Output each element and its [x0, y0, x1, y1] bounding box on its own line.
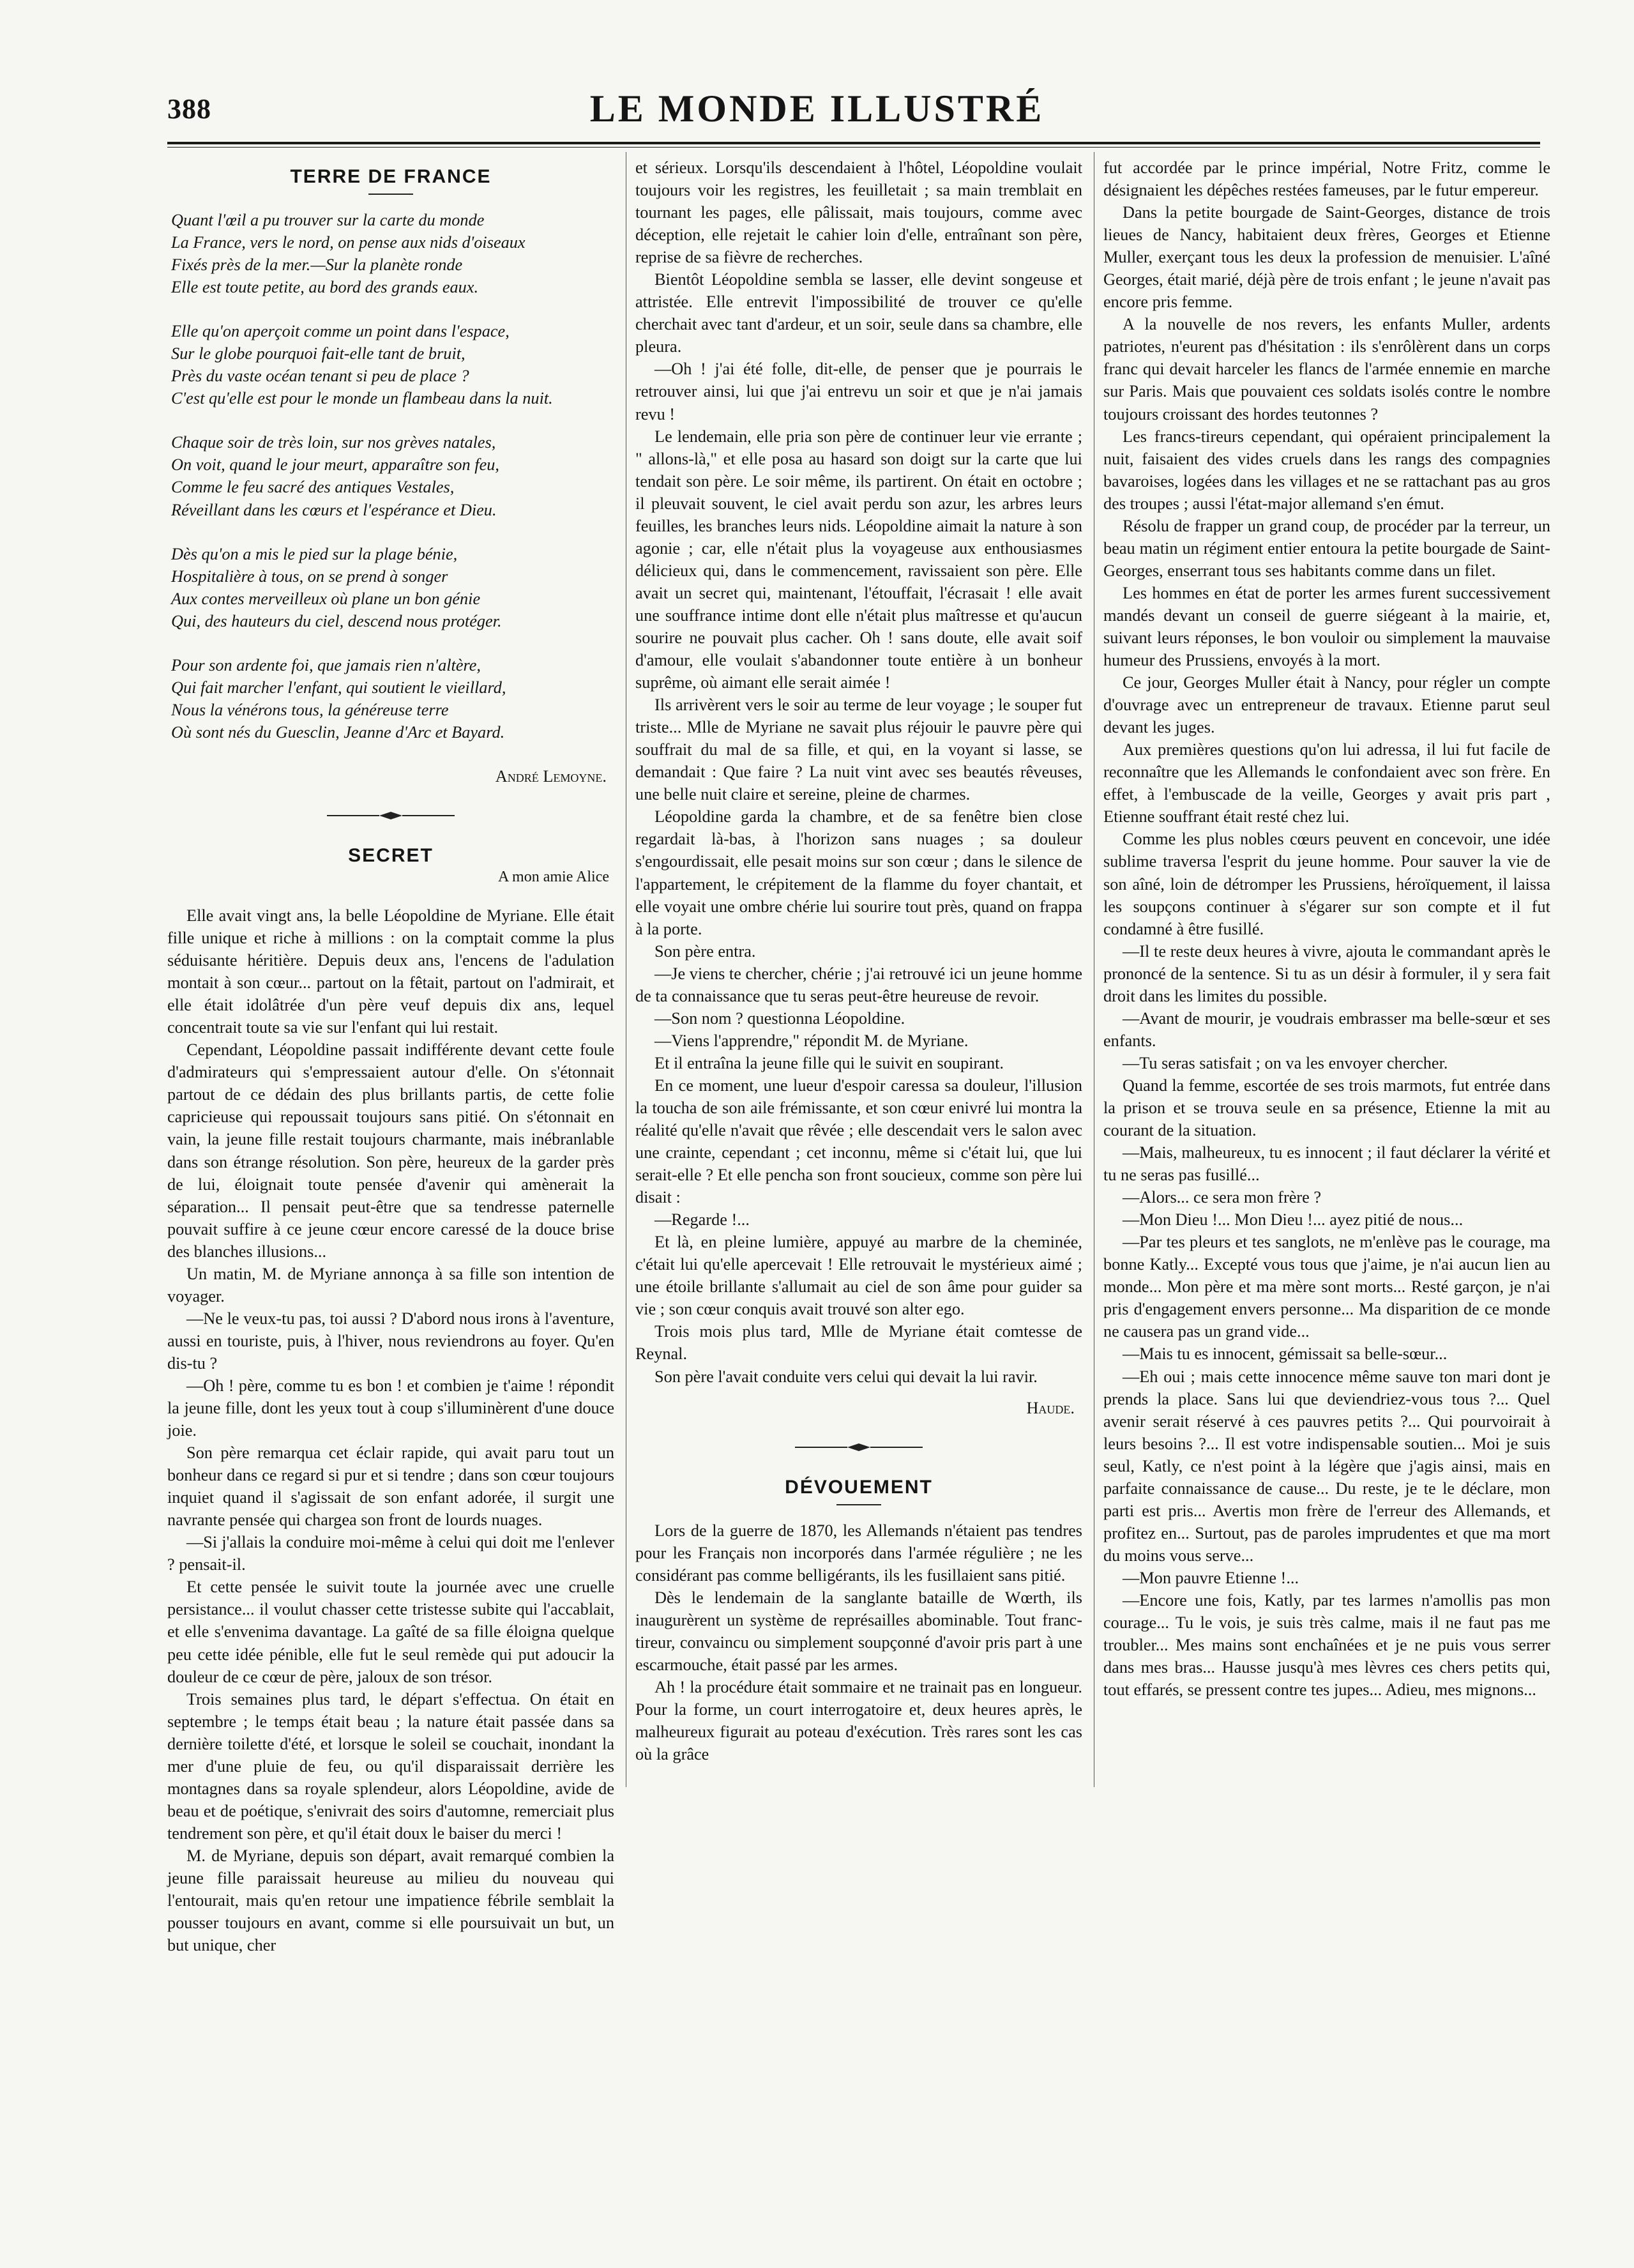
paragraph: Ce jour, Georges Muller était à Nancy, pour régler un compte d'ouvrage avec un entrepreneur de travaux. Etienne parut seul devant les juges.: [1103, 673, 1550, 737]
header-rule-thin: [167, 147, 1540, 148]
paragraph: —Tu seras satisfait ; on va les envoyer chercher.: [1123, 1053, 1448, 1072]
paragraph: Léopoldine garda la chambre, et de sa fenêtre bien close regardait là-bas, à l'horizon sans nuages ; sa douleur s'engourdissait, elle pesait moins sur son cœur ; dans le silence de l'appartement, le crépitement de la flamme du foyer chantait, et elle voyait une ombre chérie lui sourire tout près, quand on frappa à la porte.: [635, 807, 1082, 938]
paragraph: Trois semaines plus tard, le départ s'effectua. On était en septembre ; le temps était beau ; la nature était passée dans sa dernière toilette d'été, et lorsque le soleil se couchait, inondant la mer d'une pluie de feu, ou qu'il disparaissait derrière les montagnes dans sa royale splendeur, alors Léopoldine, avide de beau et de poétique, s'enivrait des soirs d'automne, remerciait plus tendrement son père, et qu'il était doux le baiser du merci !: [167, 1689, 614, 1843]
masthead-title: LE MONDE ILLUSTRÉ: [589, 88, 1045, 130]
fleuron-ornament: [635, 1436, 1082, 1458]
story-text: [167, 904, 614, 1956]
paragraph: Le lendemain, elle pria son père de continuer leur vie errante ; " allons-là," et elle posa au hasard son doigt sur la carte que lui tendait son père. Le soir même, ils partirent. On était en octobre ; il pleuvait souvent, le ciel avait perdu son azur, les arbres leurs feuilles, les branches leurs nids. Léopoldine aimait la nature à son agonie ; car, elle n'était plus la voyageuse aux enthousiasmes délicieux qui, dans le commencement, ravissaient son père. Elle avait un secret qui, maintenant, l'étouffait, l'écrasait ! elle avait une souffrance intime dont elle n'était plus maîtresse et qu'aucun sourire ne pouvait plus cacher. Oh ! sans doute, elle avait soif d'amour, elle voulait s'abandonner toute entière à un bonheur suprême, où aimant elle serait aimée !: [635, 427, 1082, 692]
paragraph: —Oh ! j'ai été folle, dit-elle, de penser que je pourrais le retrouver ainsi, lui que j'ai entrevu un soir et que je n'ai jamais revu !: [635, 360, 1082, 423]
paragraph: Trois mois plus tard, Mlle de Myriane était comtesse de Reynal.: [635, 1322, 1082, 1364]
paragraph: —Avant de mourir, je voudrais embrasser ma belle-sœur et ses enfants.: [1103, 1008, 1550, 1050]
paragraph: Elle avait vingt ans, la belle Léopoldine de Myriane. Elle était fille unique et riche à millions : on la comptait comme la plus séduisante héritière. Depuis deux ans, l'encens de l'adulation montait à son cœur... partout on la fêtait, partout on l'admirait, et elle était idolâtrée d'un père veuf depuis dix ans, lequel concentrait toute sa vie sur l'enfant qui lui restait.: [167, 906, 614, 1037]
poem-line: Comme le feu sacré des antiques Vestales,: [171, 478, 455, 497]
paragraph: Et il entraîna la jeune fille qui le suivit en soupirant.: [654, 1053, 1004, 1072]
paragraph: fut accordée par le prince impérial, Notre Fritz, comme le désignaient les dépêches restées fameuses, par le futur empereur.: [1103, 158, 1550, 200]
story-title-devouement: DÉVOUEMENT: [785, 1476, 933, 1498]
paragraph: Et là, en pleine lumière, appuyé au marbre de la cheminée, c'était lui qu'elle apercevait ! Elle retrouvait le mystérieux aimé ; une étoile brillante s'allumait au ciel de son âme pour guider sa vie ; son cœur conquis avait trouvé son alter ego.: [635, 1233, 1082, 1319]
poem-line: Chaque soir de très loin, sur nos grèves natales,: [171, 433, 496, 452]
page-number: 388: [167, 93, 211, 125]
header-rule-thick: [167, 142, 1540, 144]
paragraph: —Viens l'apprendre," répondit M. de Myriane.: [654, 1031, 969, 1050]
paragraph: —Il te reste deux heures à vivre, ajouta le commandant après le prononcé de la sentence. Si tu as un désir à formuler, il y sera fait droit dans les limites du possible.: [1103, 941, 1550, 1005]
paragraph: Lors de la guerre de 1870, les Allemands n'étaient pas tendres pour les Français non incorporés dans l'armée régulière ; ne les considérant pas comme belligérants, ils les fusillaient sans pitié.: [635, 1521, 1082, 1585]
paragraph: Comme les plus nobles cœurs peuvent en concevoir, une idée sublime traversa l'esprit du jeune homme. Pour sauver la vie de son aîné, loin de détromper les Prussiens, héroïquement, il laissa les soupçons continuer à s'égarer sur son compte et il fut condamné à être fusillé.: [1103, 830, 1550, 938]
story-title-secret: SECRET: [348, 845, 434, 867]
paragraph: —Ne le veux-tu pas, toi aussi ? D'abord nous irons à l'aventure, aussi en touriste, puis, à l'hiver, nous reviendrons au foyer. Qu'en dis-tu ?: [167, 1309, 614, 1373]
paragraph: Quand la femme, escortée de ses trois marmots, fut entrée dans la prison et se trouva seule en sa présence, Etienne la mit au courant de la situation.: [1103, 1076, 1550, 1140]
poem-line: Fixés près de la mer.—Sur la planète ronde: [171, 255, 463, 275]
paragraph: —Son nom ? questionna Léopoldine.: [654, 1008, 905, 1028]
poem-line: Réveillant dans les cœurs et l'espérance et Dieu.: [171, 500, 497, 519]
poem-line: Près du vaste océan tenant si peu de place ?: [171, 367, 469, 386]
poem-stanza: [171, 320, 614, 409]
poem-line: Pour son ardente foi, que jamais rien n'altère,: [171, 655, 481, 674]
column-3: [1103, 156, 1550, 1701]
poem-title: TERRE DE FRANCE: [290, 166, 492, 187]
paragraph: Cependant, Léopoldine passait indifférente devant cette foule d'admirateurs qui s'empressaient autour d'elle. On s'étonnait partout de ce dédain des plus brillants partis, de cette folie capricieuse qui repoussait toujours sans pitié. On s'étonnait en vain, la jeune fille restait toujours charmante, mais inébranlable dans son étrange résolution. Son père, heureux de la garder près de lui, éloignait toute pensée d'avenir qui amènerait la séparation... Il pensait peut-être que sa tendresse paternelle pouvait suffire à ce jeune cœur encore caressé de la douce brise des blanches illusions...: [167, 1040, 614, 1261]
paragraph: Un matin, M. de Myriane annonça à sa fille son intention de voyager.: [167, 1264, 614, 1305]
paragraph: —Regarde !...: [654, 1210, 750, 1229]
poem-line: Aux contes merveilleux où plane un bon génie: [171, 589, 481, 608]
poem-line: La France, vers le nord, on pense aux nids d'oiseaux: [171, 233, 526, 252]
paragraph: —Mon pauvre Etienne !...: [1123, 1568, 1299, 1587]
title-rule: [368, 194, 413, 195]
paragraph: Ah ! la procédure était sommaire et ne trainait pas en longueur. Pour la forme, un court interrogatoire et, deux heures après, le malheureux figurait au poteau d'exécution. Très rares sont les cas où la grâce: [635, 1677, 1082, 1764]
poem-line: Elle qu'on aperçoit comme un point dans l'espace,: [171, 322, 510, 341]
poem-line: Qui fait marcher l'enfant, qui soutient le vieillard,: [171, 678, 506, 697]
paragraph: —Mon Dieu !... Mon Dieu !... ayez pitié de nous...: [1123, 1210, 1464, 1229]
poem-line: Nous la vénérons tous, la généreuse terre: [171, 700, 449, 719]
poem-line: Sur le globe pourquoi fait-elle tant de bruit,: [171, 344, 465, 363]
poem-stanza: [171, 654, 614, 743]
poem-line: Qui, des hauteurs du ciel, descend nous protéger.: [171, 611, 502, 630]
paragraph: —Si j'allais la conduire moi-même à celui qui doit me l'enlever ? pensait-il.: [167, 1533, 614, 1574]
poem-stanza: [171, 209, 614, 298]
paragraph: Résolu de frapper un grand coup, de procéder par la terreur, un beau matin un régiment entier entoura la petite bourgade de Saint-Georges, enserrant tous ses habitants comme dans un filet.: [1103, 516, 1550, 580]
poem-line: C'est qu'elle est pour le monde un flambeau dans la nuit.: [171, 389, 553, 408]
paragraph: Son père l'avait conduite vers celui qui devait la lui ravir.: [654, 1367, 1038, 1386]
paragraph: M. de Myriane, depuis son départ, avait remarqué combien la jeune fille paraissait heureuse au milieu du nouveau qui l'entourait, mais qu'en retour une impatience fébrile semblait la pousser toujours en avant, comme si elle poursuivait un but, un but unique, cher: [167, 1846, 614, 1955]
story-dedication: A mon amie Alice: [498, 869, 609, 885]
column-1: [167, 156, 614, 1956]
poem-line: Quant l'œil a pu trouver sur la carte du monde: [171, 210, 485, 229]
poem-line: Où sont nés du Guesclin, Jeanne d'Arc et Bayard.: [171, 722, 505, 742]
paragraph: —Encore une fois, Katly, par tes larmes n'amollis pas mon courage... Tu le vois, je suis très calme, mais il ne faut pas me troubler... Mes mains sont enchaînées et je ne puis vous serrer dans mes bras... Hausse jusqu'à mes lèvres ces chers petits qui, tout effarés, se pressent contre tes jupes... Adieu, mes mignons...: [1103, 1591, 1550, 1700]
poem-body: [167, 209, 614, 743]
poem-stanza: [171, 543, 614, 632]
paragraph: Bientôt Léopoldine sembla se lasser, elle devint songeuse et attristée. Elle entrevit l'impossibilité de trouver ce qu'elle cherchait avec tant d'ardeur, et un soir, seule dans sa chambre, elle pleura.: [635, 270, 1082, 356]
poem-line: Hospitalière à tous, on se prend à songer: [171, 567, 448, 586]
column-2: [635, 156, 1082, 1765]
poem-stanza: [171, 431, 614, 521]
story-text: [635, 1519, 1082, 1766]
title-rule: [836, 1504, 881, 1505]
paragraph: —Je viens te chercher, chérie ; j'ai retrouvé ici un jeune homme de ta connaissance que tu seras peut-être heureuse de revoir.: [635, 964, 1082, 1005]
paragraph: Son père remarqua cet éclair rapide, qui avait paru tout un bonheur dans ce regard si pur et si tendre ; dans son cœur toujours inquiet quand il s'agissait de son enfant adorée, il surgit une navrante pensée qui chargea son front de lourds nuages.: [167, 1443, 614, 1530]
paragraph: —Mais tu es innocent, gémissait sa belle-sœur...: [1123, 1344, 1448, 1364]
paragraph: Et cette pensée le suivit toute la journée avec une cruelle persistance... il voulut chasser cette tristesse subite qui l'accablait, et elle s'envenima davantage. La gaîté de sa fille éloigna quelque peu cette idée pénible, elle fut le seul remède qui put adoucir la douleur de ce cœur de père, jaloux de son trésor.: [167, 1578, 614, 1686]
poem-line: On voit, quand le jour meurt, apparaître son feu,: [171, 455, 499, 475]
story-text: [635, 156, 1082, 1388]
paragraph: Les francs-tireurs cependant, qui opéraient principalement la nuit, faisaient des vides cruels dans les rangs des compagnies bavaroises, logées dans les villages et ne se rattachant pas au gros des troupes ; aussi l'état-major allemand s'en émut.: [1103, 427, 1550, 513]
story-text: [1103, 156, 1550, 1701]
paragraph: —Alors... ce sera mon frère ?: [1123, 1188, 1322, 1207]
paragraph: —Eh oui ; mais cette innocence même sauve ton mari dont je prends la place. Sans lui que deviendriez-vous tous ?... Quel avenir serait réservé à ces pauvres petits ?... Qui pourvoirait à leurs besoins ?... Il est votre indispensable soutien... Moi je suis seul, Katly, ce n'est point à la légère que j'agis ainsi, mais en parfaite connaissance de cause... Du reste, je te le déclare, mon parti est pris... Avertis mon frère de l'erreur des Allemands, et profitez en... Surtout, pas de paroles imprudentes et que ma mort du moins vous serve...: [1103, 1367, 1550, 1565]
paragraph: Dès le lendemain de la sanglante bataille de Wœrth, ils inaugurèrent un système de représailles abominable. Tout franc-tireur, convaincu ou simplement soupçonné d'avoir pris part à une escarmouche, était passé par les armes.: [635, 1588, 1082, 1674]
fleuron-ornament: [167, 804, 614, 826]
paragraph: —Par tes pleurs et tes sanglots, ne m'enlève pas le courage, ma bonne Katly... Excepté vous tous que j'aime, je n'ai aucun lien au monde... Mon père et ma mère sont morts... Resté garçon, je n'ai pris d'engagement envers personne... Ma disparition de ce monde ne causera pas un grand vide...: [1103, 1233, 1550, 1341]
paragraph: Aux premières questions qu'on lui adressa, il lui fut facile de reconnaître que les Allemands le confondaient avec son frère. En effet, à l'embuscade de la veille, Georges y avait pris part , Etienne souffrant était resté chez lui.: [1103, 740, 1550, 826]
paragraph: A la nouvelle de nos revers, les enfants Muller, ardents patriotes, n'eurent pas d'hésitation : ils s'enrôlèrent dans un corps franc qui devait harceler les flancs de l'armée ennemie en marche sur Paris. Mais que pouvaient ces soldats isolés contre le nombre toujours croissant des hordes teutonnes ?: [1103, 315, 1550, 423]
paragraph: —Mais, malheureux, tu es innocent ; il faut déclarer la vérité et tu ne seras pas fusillé...: [1103, 1143, 1550, 1185]
paragraph: Les hommes en état de porter les armes furent successivement mandés devant un conseil de guerre siégeant à la mairie, et, suivant leurs réponses, le bon vouloir ou simplement la mauvaise humeur des Prussiens, envoyés à la mort.: [1103, 583, 1550, 670]
story-signature: Haude.: [1026, 1398, 1075, 1417]
poem-author: André Lemoyne.: [495, 766, 607, 786]
paragraph: —Oh ! père, comme tu es bon ! et combien je t'aime ! répondit la jeune fille, dont les yeux tout à coup s'illuminèrent d'une douce joie.: [167, 1376, 614, 1440]
paragraph: Dans la petite bourgade de Saint-Georges, distance de trois lieues de Nancy, habitaient deux frères, Georges et Etienne Muller, exerçant tous les deux la profession de menuisier. L'aîné Georges, était marié, déjà père de trois enfant ; le jeune n'avait pas encore pris femme.: [1103, 203, 1550, 312]
paragraph: Ils arrivèrent vers le soir au terme de leur voyage ; le souper fut triste... Mlle de Myriane ne savait plus réjouir le pauvre père qui souffrait du mal de sa fille, et qui, en la voyant si lasse, se demandait : Que faire ? La nuit vint avec ses beautés rêveuses, une belle nuit claire et sereine, pleine de charmes.: [635, 696, 1082, 804]
paragraph: En ce moment, une lueur d'espoir caressa sa douleur, l'illusion la toucha de son aile frémissante, et son cœur enivré lui montra la réalité qu'elle n'avait que rêvée ; elle descendait vers le salon avec une crainte, cependant ; cet inconnu, même si c'était lui, que lui serait-elle ? Et elle pencha son front soucieux, comme son père lui disait :: [635, 1076, 1082, 1207]
poem-line: Dès qu'on a mis le pied sur la plage bénie,: [171, 544, 458, 563]
paragraph: Son père entra.: [654, 941, 756, 961]
poem-line: Elle est toute petite, au bord des grands eaux.: [171, 278, 479, 297]
paragraph: et sérieux. Lorsqu'ils descendaient à l'hôtel, Léopoldine voulait toujours voir les registres, les feuilletait ; sa main tremblait en tournant les pages, elle pâlissait, mais toujours, comme avec déception, elle rejetait le cahier loin d'elle, entraînant son père, reprise de sa fièvre de recherches.: [635, 158, 1082, 267]
